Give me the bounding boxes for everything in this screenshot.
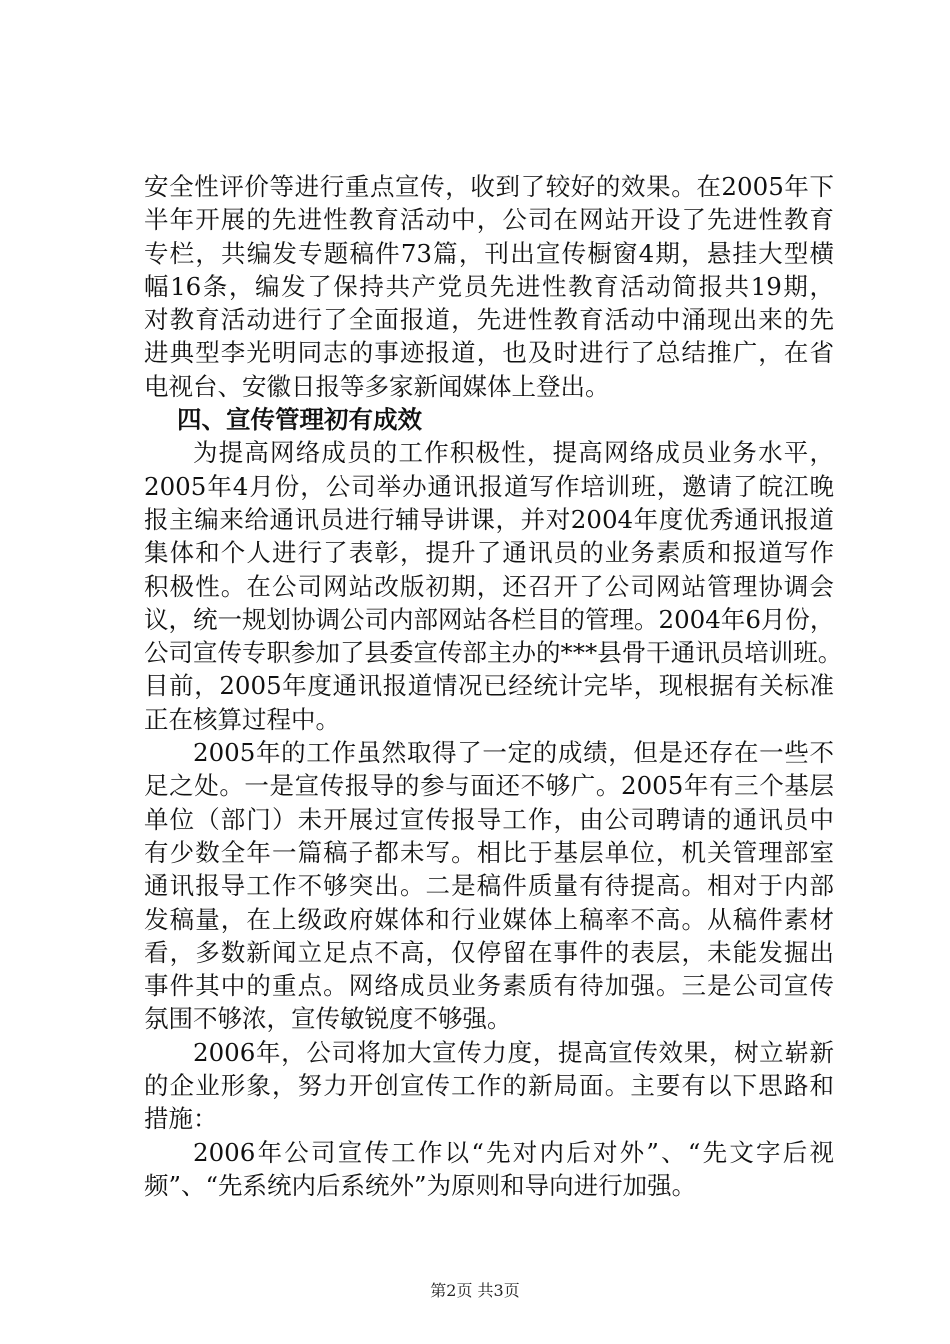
- paragraph-line: 专栏，共编发专题稿件73篇，刊出宣传橱窗4期，悬挂大型横: [144, 238, 834, 268]
- paragraph-line: 正在核算过程中。: [144, 704, 340, 734]
- paragraph-line: 集体和个人进行了表彰，提升了通讯员的业务素质和报道写作: [144, 538, 834, 568]
- paragraph-line: 发稿量，在上级政府媒体和行业媒体上稿率不高。从稿件素材: [144, 904, 834, 934]
- paragraph-line: 足之处。一是宣传报导的参与面还不够广。2005年有三个基层: [144, 771, 834, 801]
- paragraph-line: 进典型李光明同志的事迹报道，也及时进行了总结推广，在省: [144, 338, 834, 368]
- paragraph-line: 电视台、安徽日报等多家新闻媒体上登出。: [144, 371, 610, 401]
- paragraph-line: 看，多数新闻立足点不高，仅停留在事件的表层，未能发掘出: [144, 937, 834, 967]
- paragraph-line: 安全性评价等进行重点宣传，收到了较好的效果。在2005年下: [144, 172, 834, 201]
- section-heading: 四、宣传管理初有成效: [177, 405, 422, 435]
- paragraph-line: 2006年，公司将加大宣传力度，提高宣传效果，树立崭新: [193, 1037, 834, 1067]
- paragraph-line: 频”、“先系统内后系统外”为原则和导向进行加强。: [144, 1170, 697, 1200]
- paragraph-line: 2005年的工作虽然取得了一定的成绩，但是还存在一些不: [193, 738, 834, 768]
- paragraph-line: 对教育活动进行了全面报道，先进性教育活动中涌现出来的先: [144, 305, 834, 335]
- paragraph-line: 事件其中的重点。网络成员业务素质有待加强。三是公司宣传: [144, 971, 834, 1001]
- document-body: [144, 170, 843, 1202]
- paragraph-line: 报主编来给通讯员进行辅导讲课，并对2004年度优秀通讯报道: [144, 504, 834, 534]
- paragraph-line: 通讯报导工作不够突出。二是稿件质量有待提高。相对于内部: [144, 871, 834, 901]
- paragraph-line: 2006年公司宣传工作以“先对内后对外”、“先文字后视: [193, 1137, 834, 1167]
- paragraph-line: 公司宣传专职参加了县委宣传部主办的***县骨干通讯员培训班。: [144, 638, 843, 668]
- paragraph-line: 的企业形象，努力开创宣传工作的新局面。主要有以下思路和: [144, 1071, 834, 1101]
- paragraph-line: 2005年4月份，公司举办通讯报道写作培训班，邀请了皖江晚: [144, 471, 834, 501]
- paragraph-line: 目前，2005年度通讯报道情况已经统计完毕，现根据有关标准: [144, 671, 834, 701]
- paragraph-line: 积极性。在公司网站改版初期，还召开了公司网站管理协调会: [144, 571, 834, 601]
- paragraph-line: 措施：: [144, 1104, 218, 1134]
- paragraph-line: 有少数全年一篇稿子都未写。相比于基层单位，机关管理部室: [144, 837, 834, 867]
- paragraph-line: 幅16条，编发了保持共产党员先进性教育活动简报共19期，: [144, 271, 834, 301]
- paragraph-line: 半年开展的先进性教育活动中，公司在网站开设了先进性教育: [144, 205, 834, 235]
- paragraph-line: 氛围不够浓，宣传敏锐度不够强。: [144, 1004, 512, 1034]
- page-number-footer: 第2页 共3页: [430, 1281, 520, 1300]
- paragraph-line: 为提高网络成员的工作积极性，提高网络成员业务水平，: [193, 438, 834, 468]
- paragraph-line: 单位（部门）未开展过宣传报导工作，由公司聘请的通讯员中: [144, 804, 834, 834]
- paragraph-line: 议，统一规划协调公司内部网站各栏目的管理。2004年6月份，: [144, 604, 835, 634]
